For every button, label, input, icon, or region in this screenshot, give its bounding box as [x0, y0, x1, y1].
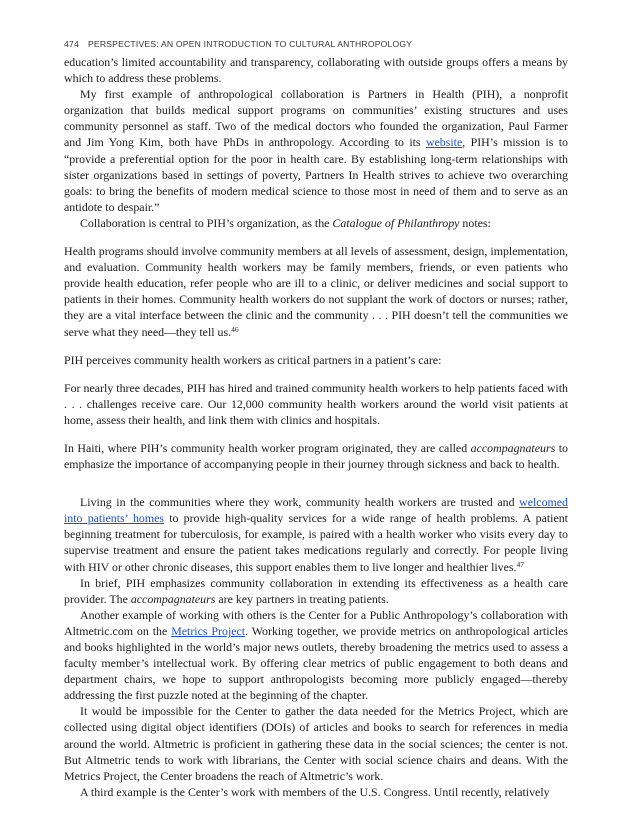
footnote-ref[interactable]: 47 — [516, 559, 525, 569]
page-number: 474 — [64, 39, 79, 49]
website-link[interactable]: website — [425, 135, 463, 150]
block-quote: Health programs should involve community members at all levels of assessment, design, implementation, and evaluation. Community health workers may be family members, friends, or even patients who provide health education, refer people who are ill to a clinic, or deliver medicines and social support to patients in their homes. Community health workers do not supplant the work of doctors or nurses; rather, they are a vital interface between the clinic and the community . . . PIH doesn’t tell the communities we serve what they need—they tell us.$^{46}$ — [64, 244, 568, 339]
book-title: PERSPECTIVES: AN OPEN INTRODUCTION TO CULTURAL ANTHROPOLOGY — [87, 39, 413, 49]
paragraph: PIH perceives community health workers as critical partners in a patient’s care: — [64, 352, 442, 367]
italic-title: Catalogue of Philanthropy — [332, 215, 460, 230]
paragraph: My first example of anthropological collaboration is Partners in Health (PIH), a nonprofit organization that builds medical support programs on communities’ existing structures and uses community personnel as staff. Two of the medical doctors who founded the organization, Paul Farmer and Jim Yong Kim, both have PhDs in anthropology. According to its website, PIH’s mission is to “provide a preferential option for the poor in health care. By establishing long-term relationships with sister organizations based in settings of poverty, Partners In Health strives to achieve two overarching goals: to bring the benefits of modern medical science to those most in need of them and to serve as an antidote to despair.” — [64, 87, 568, 214]
paragraph: education’s limited accountability and transparency, collaborating with outside groups offers a means by which to address these problems. — [64, 55, 568, 86]
block-quote: For nearly three decades, PIH has hired and trained community health workers to help patients faced with . . . challenges receive care. Our 12,000 community health workers around the world visit patients at home, assess their health, and link them with clinics and hospitals. — [64, 380, 568, 427]
paragraph: Collaboration is central to PIH’s organization, as the Catalogue of Philanthropy notes: — [80, 215, 491, 230]
paragraph: In brief, PIH emphasizes community collaboration in extending its effectiveness as a health care provider. The accompagnateurs are key partners in treating patients. — [64, 575, 568, 606]
paragraph: It would be impossible for the Center to gather the data needed for the Metrics Project, which are collected using digital object identifiers (DOIs) of articles and books to search for references in media around the world. Altmetric is proficient in gathering these data in the social sciences; the center is not. But Altmetric tends to work with librarians, the Center with social science chairs and deans. With the Metrics Project, the Center broadens the reach of Altmetric’s work. — [64, 704, 568, 783]
italic-term: accompagnateurs — [470, 440, 556, 455]
running-head — [64, 39, 568, 49]
welcomed-link[interactable]: welcomed into patients’ homes — [64, 495, 568, 526]
italic-term: accompagnateurs — [130, 591, 216, 606]
block-quote: In Haiti, where PIH’s community health worker program originated, they are called accompagnateurs to emphasize the importance of accompanying people in their journey through sickness and back to health. — [64, 440, 568, 472]
paragraph: Living in the communities where they work, community health workers are trusted and welcomed into patients’ homes to provide high-quality services for a wide range of health problems. A patient beginning treatment for tuberculosis, for example, is paired with a health worker who visits every day to supervise treatment and ensure the patient takes medications regularly and correctly. For people living with HIV or other chronic diseases, this support enables them to live longer and healthier lives.$^{47}$ — [64, 495, 568, 574]
paragraph: A third example is the Center’s work with members of the U.S. Congress. Until recently, relatively — [80, 784, 550, 799]
footnote-ref[interactable]: 46 — [231, 324, 239, 334]
body-text — [64, 54, 568, 800]
metrics-project-link[interactable]: Metrics Project — [171, 623, 246, 638]
paragraph: Another example of working with others is the Center for a Public Anthropology’s collaboration with Altmetric.com on the Metrics Project. Working together, we provide metrics on anthropological articles and books highlighted in the world’s major news outlets, thereby broadening the metrics used to assess a faculty member’s intellectual work. By offering clear metrics of public engagement to both deans and department chairs, we hope to support anthropologists becoming more publicly engaged—thereby addressing the first puzzle noted at the beginning of the chapter. — [64, 607, 568, 703]
